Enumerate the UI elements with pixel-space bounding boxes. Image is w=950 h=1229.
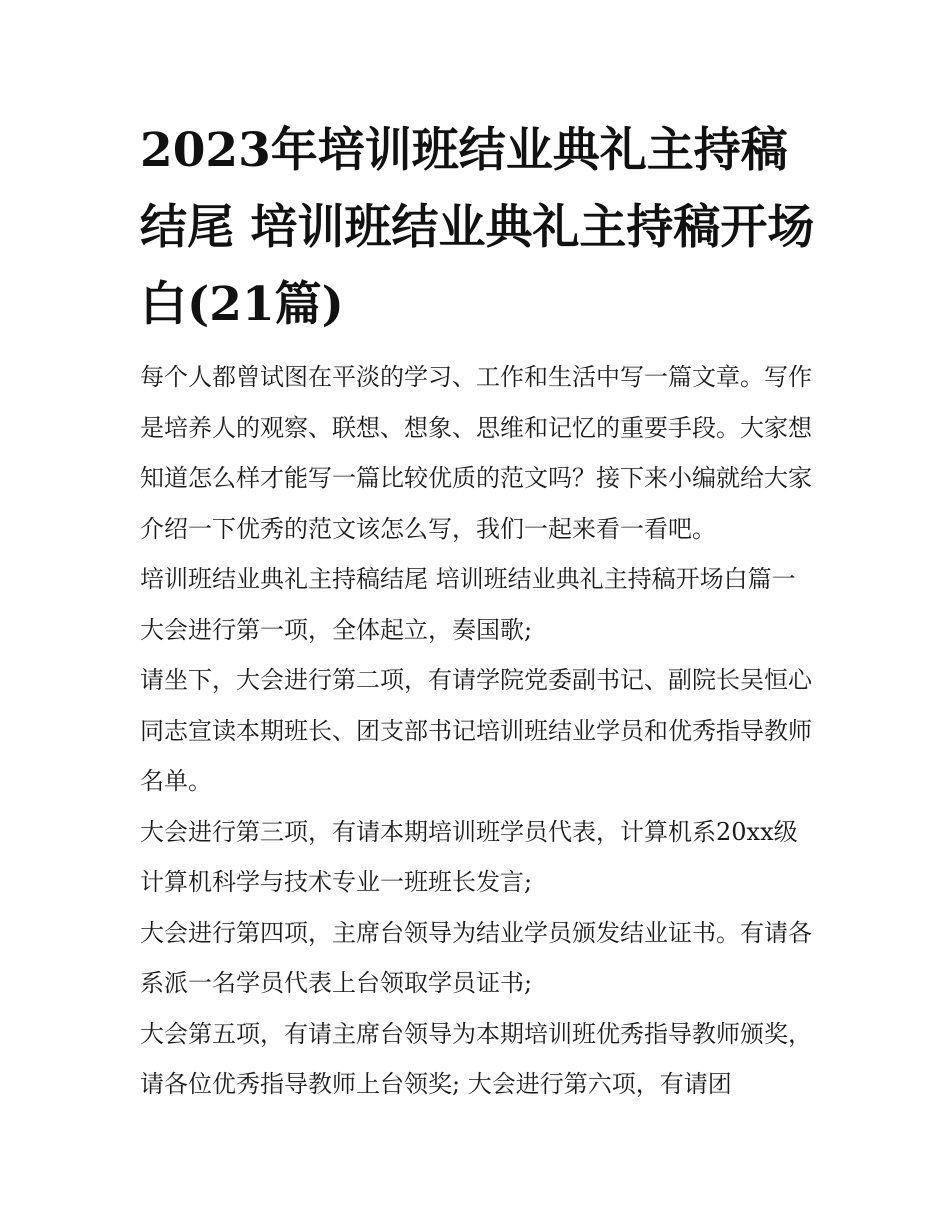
paragraph-intro: 每个人都曾试图在平淡的学习、工作和生活中写一篇文章。写作是培养人的观察、联想、想象、思维和记忆的重要手段。大家想知道怎么样才能写一篇比较优质的范文吗？接下来小编就给大家介绍一下优秀的范文该怎么写，我们一起来看一看吧。: [140, 363, 812, 543]
paragraph-item-2: 请坐下，大会进行第二项，有请学院党委副书记、副院长吴恒心同志宣读本期班长、团支部书记培训班结业学员和优秀指导教师名单。: [140, 666, 812, 795]
paragraph-item-5: 大会第五项，有请主席台领导为本期培训班优秀指导教师颁奖，请各位优秀指导教师上台领奖; 大会进行第六项，有请团: [140, 1019, 812, 1098]
document-body: [140, 352, 820, 1110]
document-title: 2023年培训班结业典礼主持稿结尾 培训班结业典礼主持稿开场白(21篇): [140, 123, 815, 332]
paragraph-item-3: 大会进行第三项，有请本期培训班学员代表，计算机系20xx级计算机科学与技术专业一班班长发言;: [140, 817, 798, 896]
paragraph-item-1: 培训班结业典礼主持稿结尾 培训班结业典礼主持稿开场白篇一 大会进行第一项，全体起立，奏国歌;: [140, 565, 796, 644]
paragraph-item-4: 大会进行第四项，主席台领导为结业学员颁发结业证书。有请各系派一名学员代表上台领取学员证书;: [140, 918, 812, 997]
